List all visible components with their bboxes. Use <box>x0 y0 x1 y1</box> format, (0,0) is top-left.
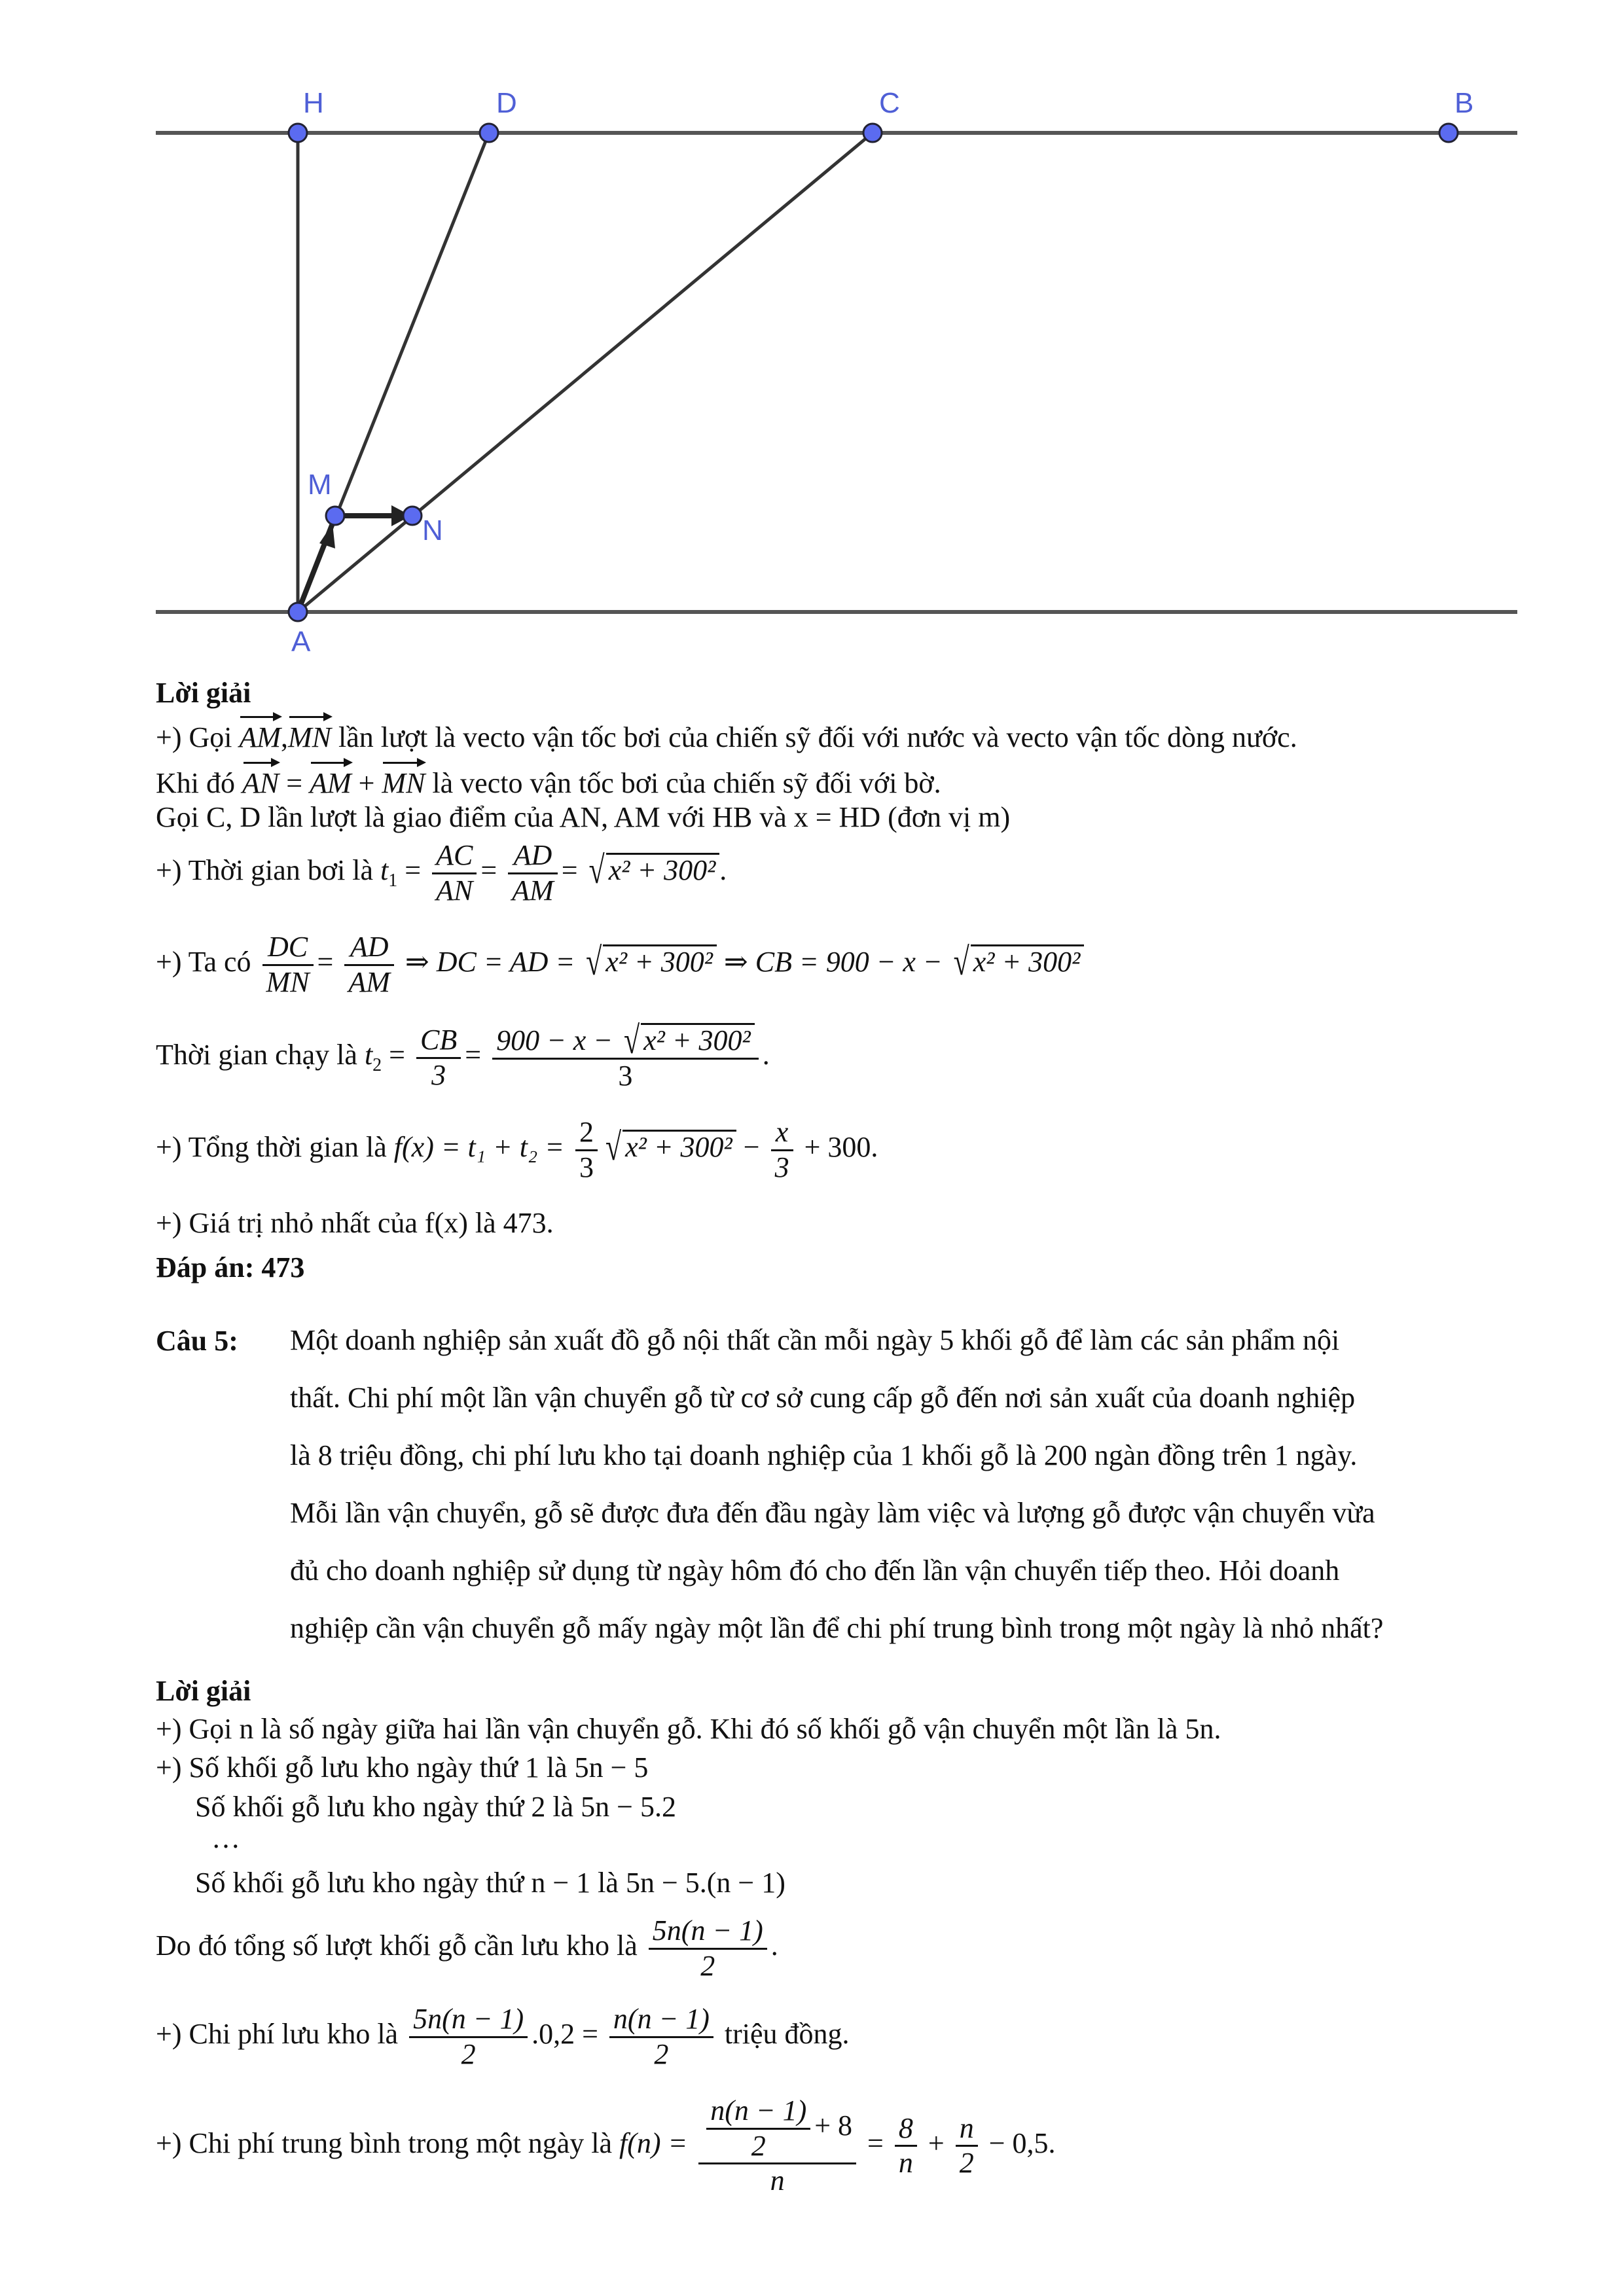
point-a <box>289 603 307 621</box>
solution1-line8: +) Giá trị nhỏ nhất của f(x) là 473. <box>156 1207 554 1239</box>
point-m <box>326 507 344 525</box>
vector-am-text: AM <box>239 713 281 756</box>
label-h: H <box>303 87 324 119</box>
solution2-line2: +) Số khối gỗ lưu kho ngày thứ 1 là 5n − 5 <box>156 1751 649 1784</box>
solution2-line1: +) Gọi n là số ngày giữa hai lần vận chuyển gỗ. Khi đó số khối gỗ vận chuyển một lần là 5n. <box>156 1713 1221 1745</box>
solution1-line4: +) Thời gian bơi là $t_1$ = $\frac{AC}{AN}$ = $\frac{AD}{AM}$ = √ x² + 300² . <box>156 839 727 906</box>
solution1-line6: Thời gian chạy là $t_2$ = $\frac{CB}{3}$ = $\frac{\text{900 − x − √ x² + 300²}}{3}$ . <box>156 1018 770 1092</box>
solution1-line1: +) Gọi AM,MN lần lượt là vecto vận tốc bơi của chiến sỹ đối với nước và vecto vận tốc dòng nước. <box>156 713 1297 756</box>
label-d: D <box>496 87 517 119</box>
answer-line: Đáp án: 473 <box>156 1251 305 1283</box>
solution2-ellipsis: … <box>211 1822 240 1854</box>
solution2-line5: Số khối gỗ lưu kho ngày thứ n − 1 là 5n − 5.(n − 1) <box>195 1867 785 1899</box>
geometry-diagram <box>0 0 1624 661</box>
solution2-line3: Số khối gỗ lưu kho ngày thứ 2 là 5n − 5.2 <box>195 1791 676 1823</box>
label-c: C <box>879 87 900 119</box>
solution1-line5: +) Ta có $\frac{DC}{MN}$ = $\frac{AD}{AM}$ ⇒ DC = AD = √ x² + 300² ⇒ CB = 900 − x − √ x² + 300² <box>156 931 1084 999</box>
point-n <box>403 507 422 525</box>
label-b: B <box>1454 87 1474 119</box>
question-text: Một doanh nghiệp sản xuất đồ gỗ nội thất cần mỗi ngày 5 khối gỗ để làm các sản phẩm nội thất. Chi phí một lần vận chuyển gỗ từ cơ sở cung cấp gỗ đến nơi sản xuất của doanh nghiệp là 8 triệu đồng, chi phí lưu kho tại doanh nghiệp của 1 khối gỗ là 200 ngàn đồng trên 1 ngày. Mỗi lần vận chuyển, gỗ sẽ được đưa đến đầu ngày làm việc và lượng gỗ được vận chuyển vừa đủ cho doanh nghiệp sử dụng từ ngày hôm đó cho đến lần vận chuyển tiếp theo. Hỏi doanh nghiệp cần vận chuyển gỗ mấy ngày một lần để chi phí trung bình trong một ngày là nhỏ nhất? <box>290 1324 1384 1644</box>
solution2-line7: +) Chi phí lưu kho là $\frac{5n(n - 1)}{2}$ .0,2 = $\frac{n(n - 1)}{2}$ triệu đồng. <box>156 2003 850 2070</box>
solution1-line3: Gọi C, D lần lượt là giao điểm của AN, AM với HB và x = HD (đơn vị m) <box>156 801 1011 833</box>
solution1-line7: +) Tổng thời gian là f(x) = t₁ + t₂ = $\frac{2}{3}$ √ x² + 300² − $\frac{x}{3}$ + 300. <box>156 1116 878 1183</box>
label-n: N <box>422 514 443 547</box>
question-label: Câu 5: <box>156 1325 238 1357</box>
label-a: A <box>291 626 311 658</box>
segment-ac <box>298 133 873 612</box>
point-d <box>480 124 498 142</box>
vector-mn-text: MN <box>288 713 331 756</box>
solution2-line8: +) Chi phí trung bình trong một ngày là f(n) = $\frac{n(n - 1)}{2}$ + 8 n = $\frac{8}{n}$ + $\frac{n}{2}$ − 0,5. <box>156 2094 1056 2197</box>
solution2-heading: Lời giải <box>156 1675 251 1707</box>
solution-heading: Lời giải <box>156 677 251 709</box>
solution1-line2: Khi đó AN = AM + MN là vecto vận tốc bơi của chiến sỹ đối với bờ. <box>156 759 941 802</box>
point-c <box>863 124 882 142</box>
point-h <box>289 124 307 142</box>
solution2-line6: Do đó tổng số lượt khối gỗ cần lưu kho là $\frac{5n(n - 1)}{2}$ . <box>156 1914 778 1982</box>
label-m: M <box>308 469 332 501</box>
point-b <box>1439 124 1458 142</box>
